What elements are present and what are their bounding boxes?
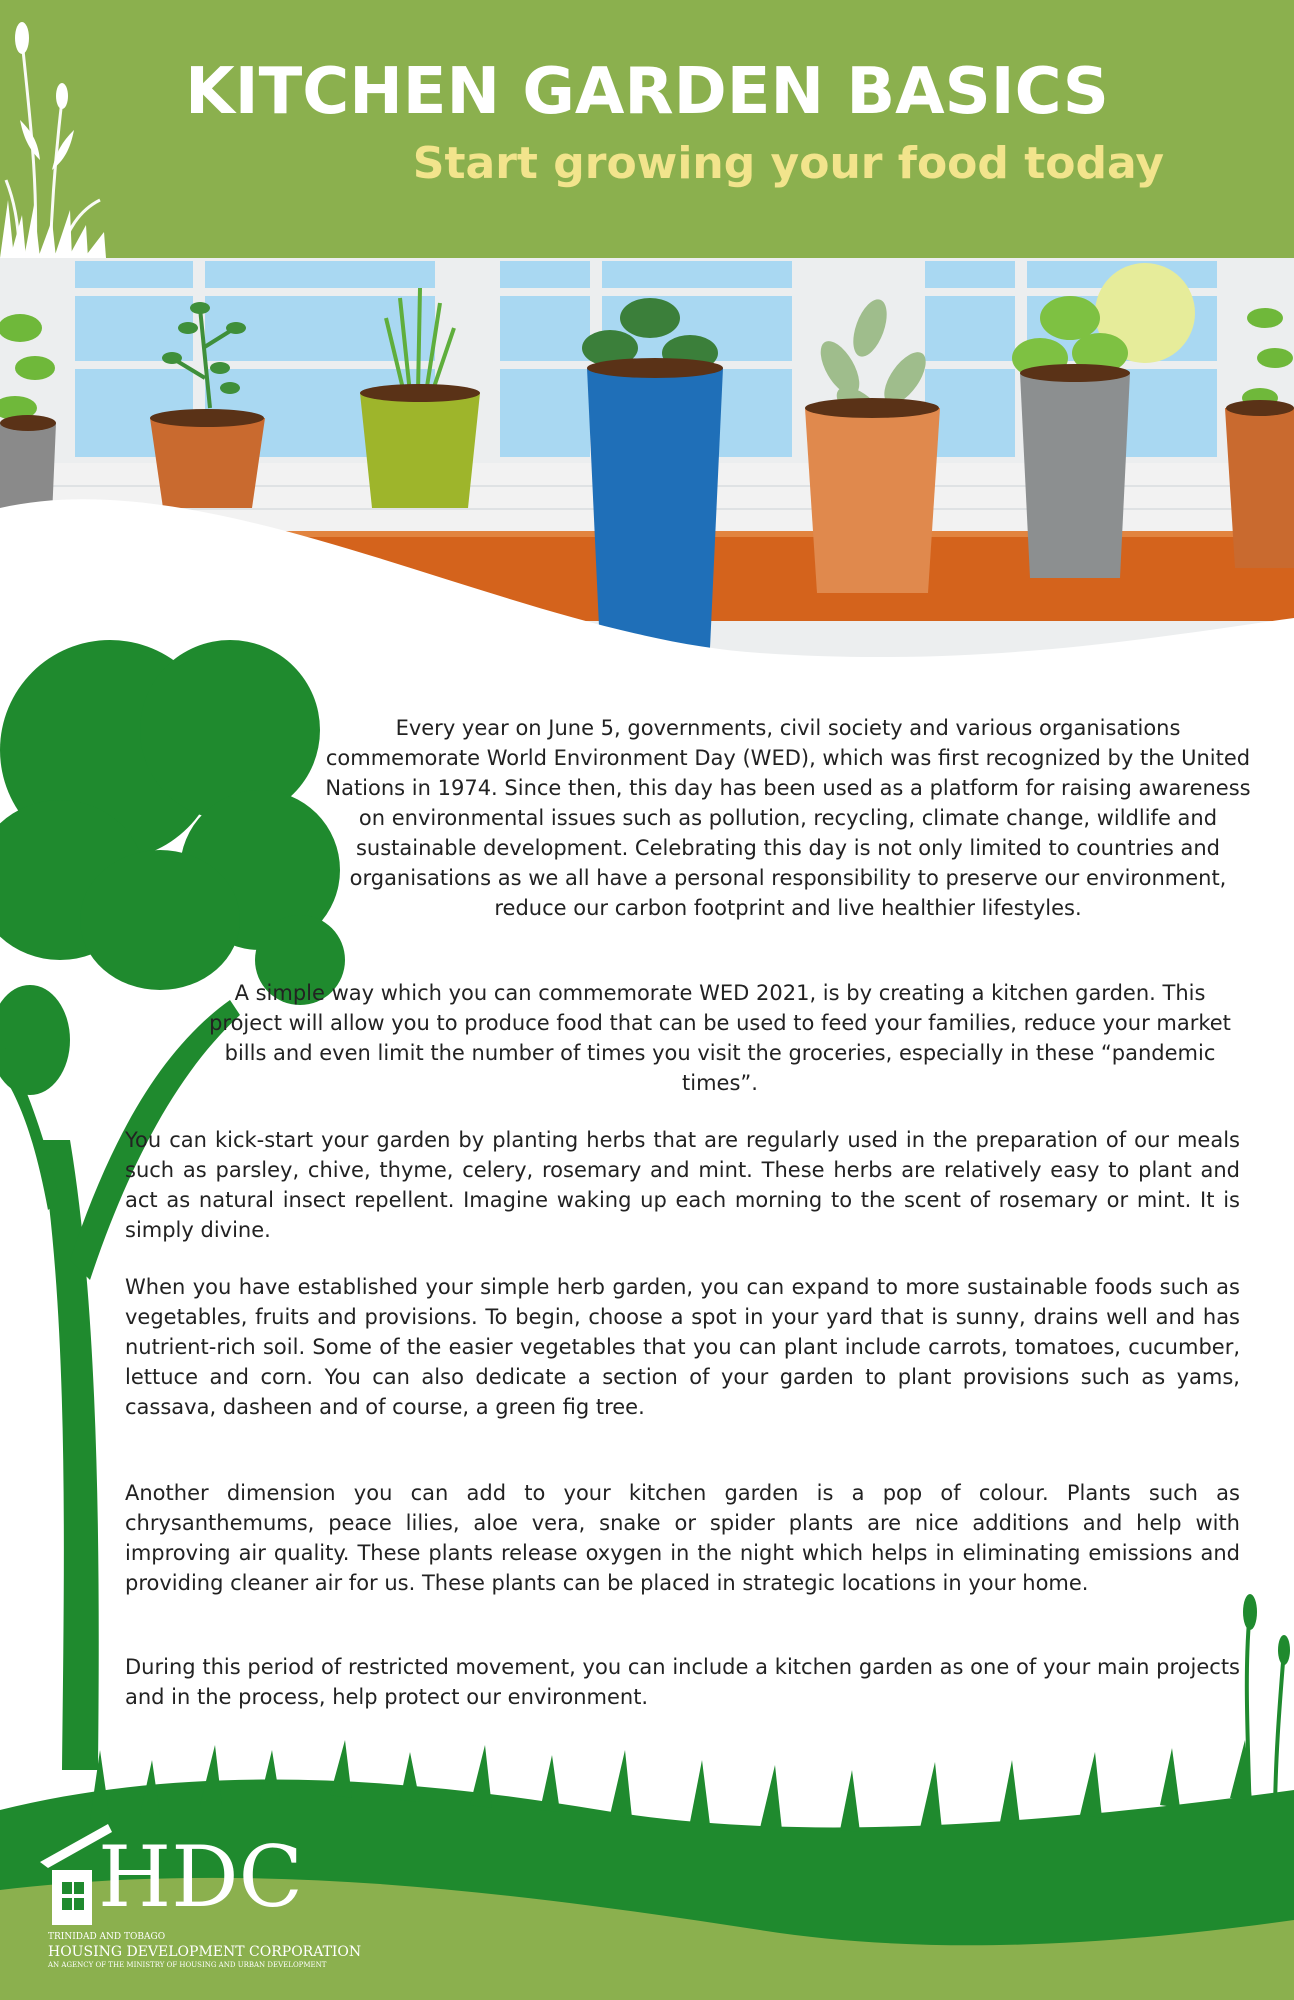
- page-subtitle: Start growing your food today: [412, 138, 1164, 189]
- logo-line-ministry: AN AGENCY OF THE MINISTRY OF HOUSING AND URBAN DEVELOPMENT: [48, 1961, 327, 1969]
- paragraph-commemorate-wed: A simple way which you can commemorate WED 2021, is by creating a kitchen garden. This project will allow you to produce food that can be used to feed your families, reduce your market bills and even limit the number of times you visit the groceries, especially in these “pandemic times”.: [209, 981, 1231, 1095]
- paragraph-vegetables: When you have established your simple herb garden, you can expand to more sustainable foods such as vegetables, fruits and provisions. To begin, choose a spot in your yard that is sunny, drains well and has nutrient-rich soil. Some of the easier vegetables that you can plant include carrots, tomatoes, cucumber, lettuce and corn. You can also dedicate a section of your garden to plant provisions such as yams, cassava, dasheen and of course, a green fig tree.: [125, 1275, 1240, 1419]
- paragraph-herbs: You can kick-start your garden by planting herbs that are regularly used in the preparation of our meals such as parsley, chive, thyme, celery, rosemary and mint. These herbs are relatively easy to plant and act as natural insect repellent. Imagine waking up each morning to the scent of rosemary or mint. It is simply divine.: [125, 1128, 1240, 1242]
- paragraph-world-environment-day: Every year on June 5, governments, civil society and various organisations commemorate World Environment Day (WED), which was first recognized by the United Nations in 1974. Since then, this day has been used as a platform for raising awareness on environmental issues such as pollution, recycling, climate change, wildlife and sustainable development. Celebrating this day is not only limited to countries and organisations as we all have a personal responsibility to preserve our environment, reduce our carbon footprint and live healthier lifestyles.: [325, 716, 1251, 920]
- header-banner: [0, 0, 1294, 258]
- hdc-logo: [40, 1820, 380, 1990]
- logo-line-country: TRINIDAD AND TOBAGO: [48, 1932, 166, 1942]
- logo-line-corporation: HOUSING DEVELOPMENT CORPORATION: [48, 1944, 362, 1960]
- paragraph-restricted-movement: During this period of restricted movement, you can include a kitchen garden as one of your main projects and in the process, help protect our environment.: [125, 1655, 1240, 1709]
- paragraph-colour: Another dimension you can add to your kitchen garden is a pop of colour. Plants such as chrysanthemums, peace lilies, aloe vera, snake or spider plants are nice additions and help with improving air quality. These plants release oxygen in the night which helps in eliminating emissions and providing cleaner air for us. These plants can be placed in strategic locations in your home.: [125, 1481, 1240, 1595]
- page-title: KITCHEN GARDEN BASICS: [185, 55, 1109, 129]
- hdc-logo-mark: HDC: [98, 1828, 303, 1926]
